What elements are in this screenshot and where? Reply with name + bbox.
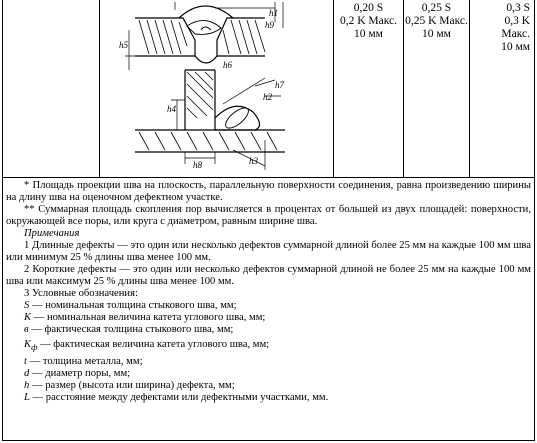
cell-line: 0,3 S bbox=[506, 2, 530, 14]
legend-text: — номинальная величина катета углового шва, мм; bbox=[31, 312, 266, 323]
legend-text: — фактическая величина катета углового шва, мм; bbox=[37, 339, 270, 350]
note-3: 3 Условные обозначения: bbox=[24, 288, 138, 299]
legend-symbol: L bbox=[24, 392, 30, 404]
label-h9: h9 bbox=[265, 20, 274, 30]
label-h8: h8 bbox=[193, 160, 202, 170]
legend-symbol: S bbox=[24, 300, 30, 311]
legend-list bbox=[6, 300, 531, 404]
label-h7: h7 bbox=[275, 80, 284, 90]
legend-item bbox=[6, 324, 531, 336]
legend-symbol: d bbox=[24, 368, 30, 380]
label-h4: h4 bbox=[167, 104, 176, 114]
legend-subscript: ф bbox=[31, 342, 38, 353]
criteria-table bbox=[2, 0, 535, 178]
legend-item bbox=[6, 312, 531, 324]
cell-line: 0,3 K bbox=[504, 15, 530, 27]
cell-line: Макс. bbox=[501, 28, 530, 40]
legend-item bbox=[6, 380, 531, 392]
legend-text: — номинальная толщина стыкового шва, мм; bbox=[29, 300, 237, 311]
footnote-2: ** Суммарная площадь скопления пор вычисляется в процентах от большей из двух площадей: поверхности, окружающей все поры, или круга с диаметром, равным ширине шва. bbox=[6, 204, 531, 227]
cell-line: 10 мм bbox=[501, 41, 530, 53]
note-2: 2 Короткие дефекты — это один или несколько дефектов суммарной длиной не более 25 мм на каждые 100 мм шва или максимум 25 % длины шва менее 100 мм. bbox=[6, 264, 531, 287]
cell-line: 0,25 K Макс. bbox=[405, 15, 468, 27]
legend-text: — диаметр поры, мм; bbox=[29, 368, 131, 380]
notes-heading: Примечания bbox=[24, 228, 80, 239]
cell-line: 10 мм bbox=[354, 28, 383, 40]
legend-symbol: h bbox=[24, 380, 30, 392]
notes-section bbox=[2, 178, 535, 441]
cell-line: 0,20 S bbox=[353, 2, 384, 14]
cell-line: 0,25 S bbox=[421, 2, 452, 14]
label-h6: h6 bbox=[223, 60, 232, 70]
footnote-1: * Площадь проекции шва на плоскость, параллельную поверхности соединения, равна произведению ширины на длину шва на оценочном дефектном участке. bbox=[6, 180, 531, 203]
cell-line: 10 мм bbox=[422, 28, 451, 40]
label-h3: h3 bbox=[249, 156, 258, 166]
note-1: 1 Длинные дефекты — это один или несколько дефектов суммарной длиной более 25 мм на каждые 100 мм шва или минимум 25 % длины шва менее 100 мм. bbox=[6, 240, 531, 263]
legend-symbol: в bbox=[24, 324, 29, 335]
legend-item bbox=[6, 368, 531, 380]
legend-symbol: t bbox=[24, 356, 27, 368]
legend-item bbox=[6, 392, 531, 404]
label-h5: h5 bbox=[119, 40, 128, 50]
legend-item bbox=[6, 356, 531, 368]
weld-defect-figure bbox=[115, 0, 295, 176]
cell-line: 0,2 K Макс. bbox=[339, 15, 398, 27]
legend-symbol: K bbox=[24, 312, 32, 323]
table-cell-col1 bbox=[334, 2, 403, 41]
label-h1: h1 bbox=[269, 8, 278, 18]
table-cell-col2 bbox=[404, 2, 469, 41]
legend-text: — толщина металла, мм; bbox=[26, 356, 143, 368]
legend-symbol: K bbox=[24, 339, 32, 350]
table-cell-col3 bbox=[470, 2, 534, 54]
label-h2: h2 bbox=[263, 92, 272, 102]
legend-text: — фактическая толщина стыкового шва, мм; bbox=[28, 324, 234, 335]
legend-item bbox=[6, 300, 531, 312]
legend-item bbox=[6, 336, 531, 356]
table-divider bbox=[99, 0, 100, 178]
legend-text: — расстояние между дефектами или дефектными участками, мм. bbox=[29, 392, 329, 404]
legend-text: — размер (высота или ширина) дефекта, мм; bbox=[29, 380, 235, 392]
